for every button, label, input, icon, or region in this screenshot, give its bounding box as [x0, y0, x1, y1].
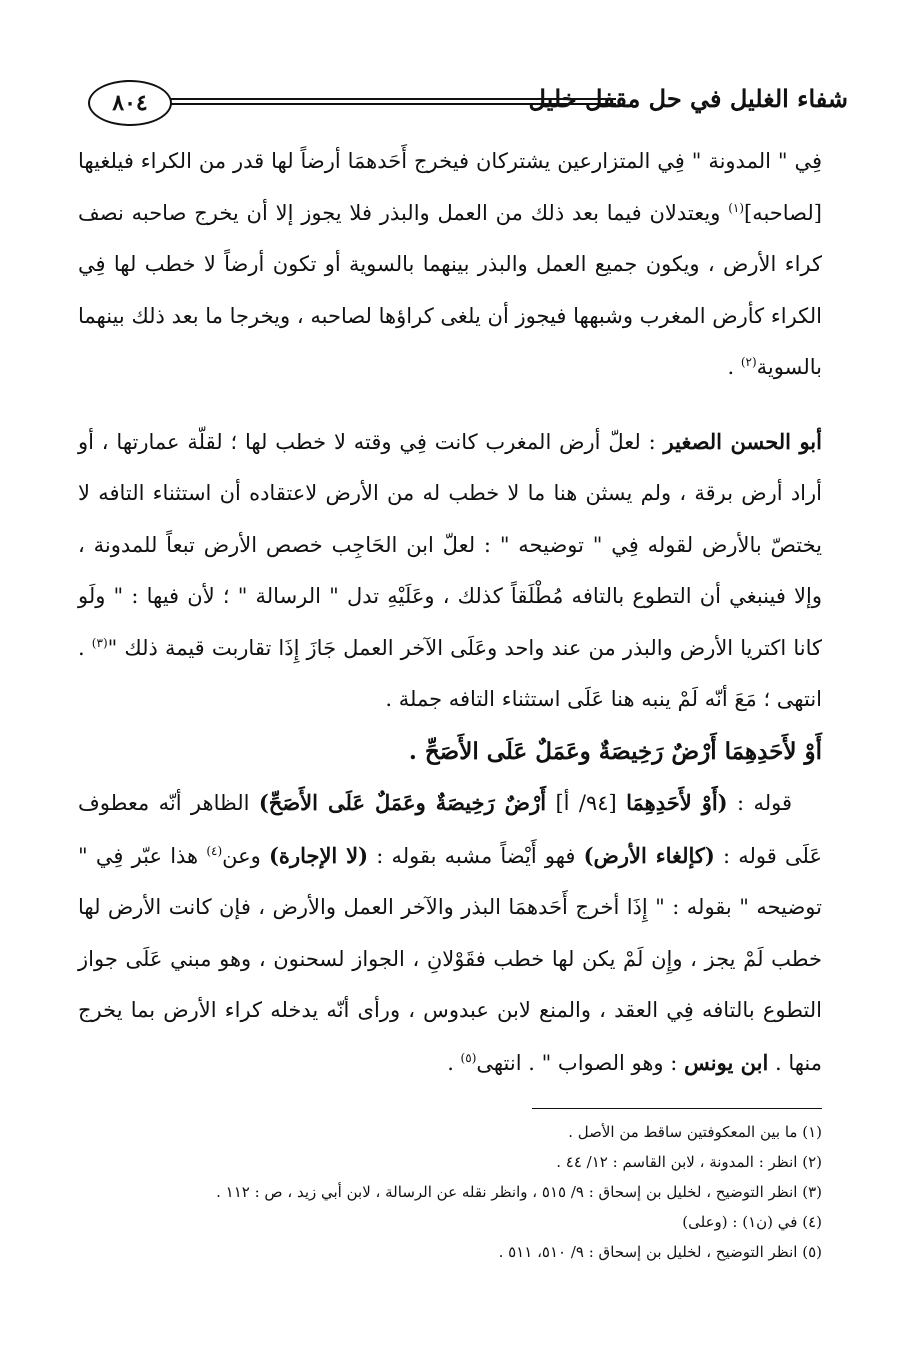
footnote-rule	[532, 1108, 822, 1109]
footnote-3: (٣) انظر التوضيح ، لخليل بن إسحاق : ٩/ ٥١٥ ، وانظر نقله عن الرسالة ، لابن أبي زيد ، ص : ١١٢ .	[216, 1183, 822, 1201]
paragraph-3: قوله : (أَوْ لأَحَدِهِمَا [٩٤/ أ] أَرْضٌ رَخِيصَةٌ وعَمَلٌ عَلَى الأَصَحِّ) الظاهر أنّه معطوف عَلَى قوله : (كإلغاء الأرض) فهو أَيْضاً مشبه بقوله : (لا الإجارة) وعن$^{(٤)}$ هذا عبّر فِي " توضيحه " بقوله : " إِذَا أخرج أَحَدهمَا البذر والآخر العمل والأرض ، فإن كانت الأرض لها خطب لَمْ يجز ، وإِن لَمْ يكن لها خطب فقَوْلانِ ، الجواز لسحنون ، وهو مبني عَلَى جواز التطوع بالتافه فِي العقد ، والمنع لابن عبدوس ، ورأى أنّه يدخله كراء الأرض بما يخرج منها . ابن يونس : وهو الصواب " . انتهى$^{(٥)}$ .	[78, 790, 822, 1075]
footnote-4: (٤) في (ن١) : (وعلى)	[682, 1213, 822, 1231]
footnote-ref-5: (٥)	[460, 1050, 477, 1065]
matn-heading: أَوْ لأَحَدِهِمَا أَرْضٌ رَخِيصَةٌ وعَمَلٌ عَلَى الأَصَحِّ .	[408, 737, 822, 765]
footnotes	[78, 1108, 822, 1267]
footnote-ref-4: (٤)	[206, 843, 223, 858]
footnote-2: (٢) انظر : المدونة ، لابن القاسم : ١٢/ ٤٤ .	[556, 1153, 822, 1171]
page-header	[88, 78, 848, 128]
paragraph-2: أبو الحسن الصغير : لعلّ أرض المغرب كانت فِي وقته لا خطب لها ؛ لقلّة عمارتها ، أو أراد أرض برقة ، ولم يسثن هنا ما لا خطب له من الأرض لاعتقاده أن استثناء التافه لا يختصّ بالأرض لقوله فِي " توضيحه " : لعلّ ابن الحَاجِب خصص الأرض تبعاً للمدونة ، وإلا فينبغي أن التطوع بالتافه مُطْلَقاً كذلك ، وعَلَيْهِ تدل " الرسالة " ؛ لأن فيها : " ولَو كانا اكتريا الأرض والبذر من عند واحد وعَلَى الآخر العمل جَازَ إِذَا تقاربت قيمة ذلك "$^{(٣)}$ . انتهى ؛ مَعَ أنّه لَمْ ينبه هنا عَلَى استثناء التافه جملة .	[78, 428, 822, 711]
main-text	[78, 136, 822, 1089]
footnote-ref-3: (٣)	[91, 635, 108, 650]
footnote-5: (٥) انظر التوضيح ، لخليل بن إسحاق : ٩/ ٥١٠، ٥١١ .	[498, 1243, 822, 1261]
cited-name: ابن يونس	[684, 1049, 769, 1075]
footnote-ref-1: (١)	[728, 200, 745, 215]
footnote-ref-2: (٢)	[740, 355, 757, 369]
paragraph-1: فِي " المدونة " فِي المتزارعين يشتركان فيخرج أَحَدهمَا أرضاً لها قدر من الكراء فيلغيها [لصاحبه]$^{(١)}$ ويعتدلان فيما بعد ذلك من العمل والبذر فلا يجوز إلا أن يخرج صاحبه نصف كراء الأرض ، ويكون جميع العمل والبذر بينهما بالسوية أو تكون أرضاً لا خطب لها فِي الكراء كأرض المغرب وشبهها فيجوز أن يلغى كراؤها لصاحبه ، ويخرجا ما بعد ذلك بينهما بالسوية$^{(٢)}$ .	[78, 149, 822, 379]
author-name: أبو الحسن الصغير	[663, 428, 822, 454]
running-title: شفاء الغليل في حل مقفل خليل	[528, 84, 848, 113]
page-number: ٨٠٤	[88, 80, 172, 126]
footnote-1: (١) ما بين المعكوفتين ساقط من الأصل .	[568, 1123, 822, 1141]
